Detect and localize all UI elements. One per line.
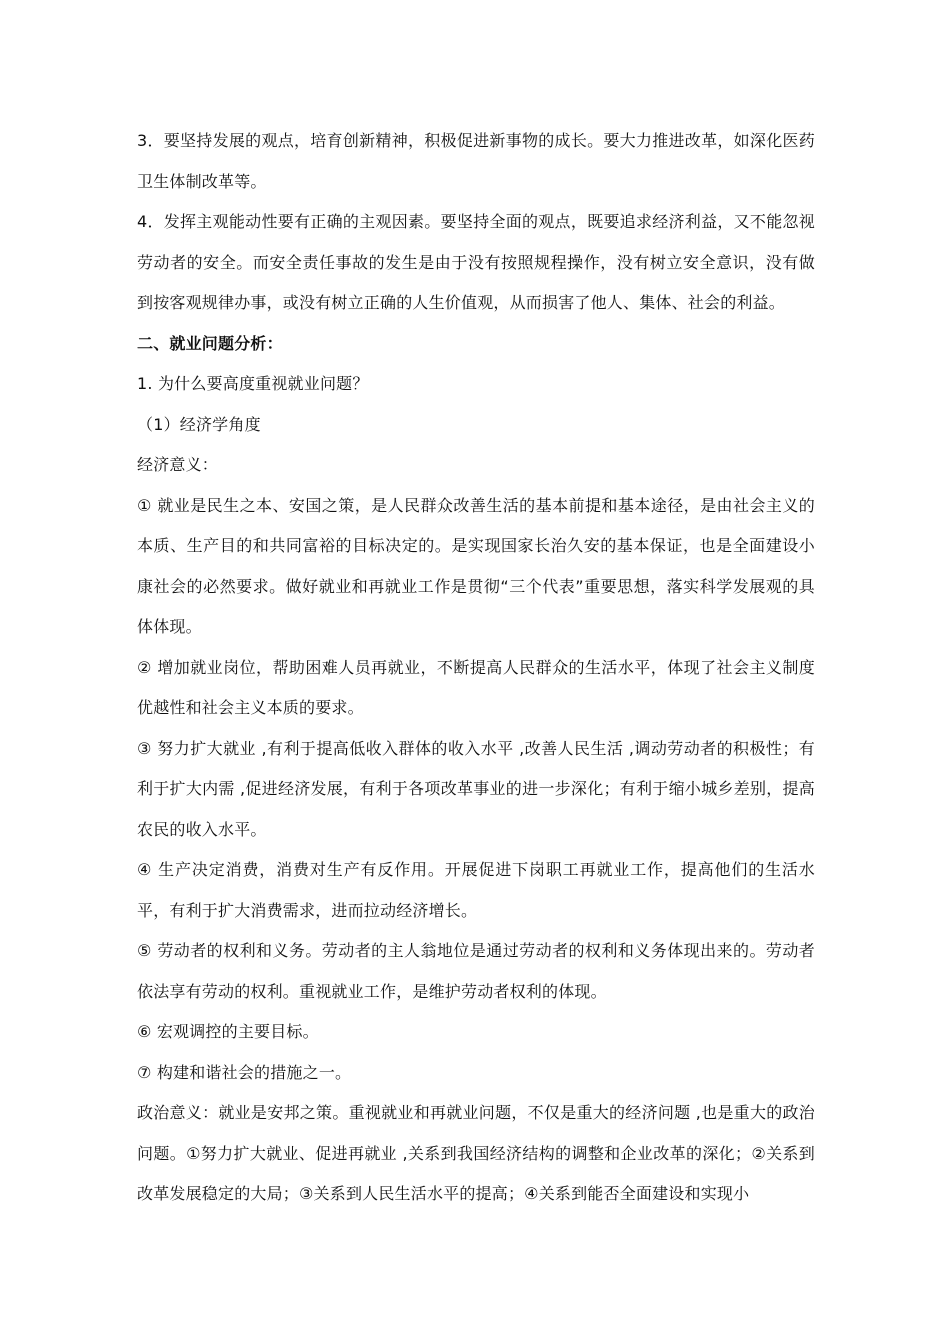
list-item-1: ① 就业是民生之本、安国之策，是人民群众改善生活的基本前提和基本途径，是由社会主义的本质、生产目的和共同富裕的目标决定的。是实现国家长治久安的基本保证，也是全面建设小康社会的必然要求。做好就业和再就业工作是贯彻“三个代表”重要思想，落实科学发展观的具体体现。	[137, 495, 815, 636]
label-economic-significance: 经济意义：	[137, 455, 219, 474]
list-item-2: ② 增加就业岗位，帮助困难人员再就业，不断提高人民群众的生活水平，体现了社会主义制度优越性和社会主义本质的要求。	[137, 657, 815, 717]
list-item-3: ③ 努力扩大就业 ,有利于提高低收入群体的收入水平 ,改善人民生活 ,调动劳动者的积极性；有利于扩大内需 ,促进经济发展，有利于各项改革事业的进一步深化；有利于缩小城乡差别，提高农民的收入水平。	[137, 738, 815, 839]
paragraph-point-3: 3．要坚持发展的观点，培育创新精神，积极促进新事物的成长。要大力推进改革，如深化医药卫生体制改革等。	[137, 131, 815, 191]
subheading-economics: （1）经济学角度	[137, 414, 261, 434]
list-item-4: ④ 生产决定消费，消费对生产有反作用。开展促进下岗职工再就业工作，提高他们的生活水平，有利于扩大消费需求，进而拉动经济增长。	[137, 860, 815, 920]
paragraph-point-4: 4．发挥主观能动性要有正确的主观因素。要坚持全面的观点，既要追求经济利益，又不能忽视劳动者的安全。而安全责任事故的发生是由于没有按照规程操作，没有树立安全意识，没有做到按客观规律办事，或没有树立正确的人生价值观，从而损害了他人、集体、社会的利益。	[137, 212, 815, 312]
list-item-7: ⑦ 构建和谐社会的措施之一。	[137, 1062, 352, 1082]
document-body	[137, 121, 815, 1215]
list-item-5: ⑤ 劳动者的权利和义务。劳动者的主人翁地位是通过劳动者的权利和义务体现出来的。劳动者依法享有劳动的权利。重视就业工作，是维护劳动者权利的体现。	[137, 941, 815, 1001]
question-heading: 1. 为什么要高度重视就业问题？	[137, 374, 369, 393]
list-item-6: ⑥ 宏观调控的主要目标。	[137, 1022, 319, 1041]
section-heading-employment: 二、就业问题分析：	[137, 333, 283, 353]
paragraph-political-significance: 政治意义：就业是安邦之策。重视就业和再就业问题，不仅是重大的经济问题 ,也是重大的政治问题。①努力扩大就业、促进再就业 ,关系到我国经济结构的调整和企业改革的深化；②关系到改革发展稳定的大局；③关系到人民生活水平的提高；④关系到能否全面建设和实现小	[137, 1103, 815, 1203]
